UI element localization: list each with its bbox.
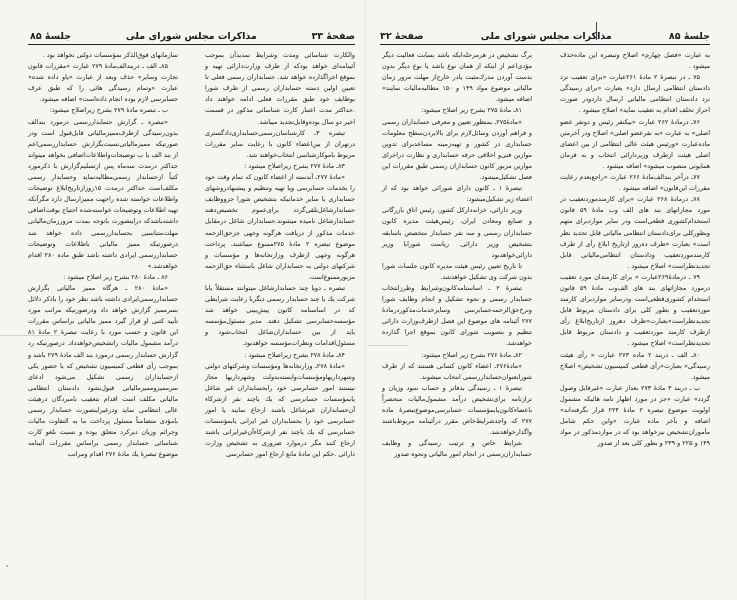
paragraph: تبصرهٔ ۱ ـ کانون دارای شورائی خواهد بود که از اعضاء زیر تشکیل‌میشود: [382,184,532,204]
paragraph: تبصره ۳ـ کارشناسان‌رسمی‌حسابداری‌دادگستری درتهران از بین‌اعضاء کانون با رعایت سایر مقررات مربوط باموکارشناسی انتخاب‌خواهند شد. [205,128,355,159]
paragraph: ۸۲ـ مادهٔ ۲۷۶ بشرح زیر اصلاح میشود: [421,350,522,359]
text-column-left [28,50,178,460]
page-33 [0,0,368,600]
scan-artifact [596,22,597,40]
scan-artifact [368,345,408,346]
publication-title: مذاکرات مجلس شورای ملی [480,31,612,42]
paragraph: به عبارت «فصل چهارم» اصلاح وتبصره این ماده‌حذف میشود . [560,51,710,71]
paragraph: برگ تشخیص در هرمرحله‌ایکه باشد بسابت فعالیت دیگر مؤدی‌اعم از اینکه از همان نوع باشد یا نوع دیگر بدون بدست آوردن مدرك‌مثبت یادر خارج‌از مهلت مرور زمان مالیاتی موضوع مواد ۱۴۹ و ۱۵۰ مطالبه‌مالیات نمایند» اضافه میشود. [382,51,532,104]
paragraph: «مادهٔ ۲۸۰ ـ هرگاه ممیز مالیاتی بگزارش حسابداررسمی‌ایرادی داشته باشد نظر خود را باذکر دلائل بسرممیز گزارش خواهد داد ودرصورتیکه مراتب مورد تأیید کتبی او قرار گیرد ممیز مالیاتی براساس مقررات این قانون و حسب مورد با رعایت تبصرهٔ ۲ مادهٔ ۸۱ درآمد مشمول مالیات راتشخیص‌خواهدداد. درصورتیکه رد گزارش حسابدار رسمی درمورد بند الف مادهٔ ۲۷۹ باشد و بموجب رأی قطعی کمیسیون تشخیص که با حضور یکی ازحسابداران رسمی تشکیل می‌شود ادعای سرممیزوممیزمالیاتی قبول‌نشود دادستان انتظامی مالیاتی مکلف است اقدام بتعقیب نامبردگان درهیئت عالی انتظامی نماید ودرغیراینصورت حسابدار رسمی بامؤدی متضامناً مسئول پرداخت ما به التفاوت مالیات وجرائم وزیان دیرکرد متعلق بوده و نسبت بلغو کارت شناسائی حسابدار رسمی براساس مقررات آئینامه موضوع تبصرهٔ یك مادهٔ ۲۷۶ اقدام ومراتب [28,283,178,459]
paragraph: «مادهٔ ۲۷۷ـ آندسته از اعضاء کانون که تمام وقت خود را بخدمات حسابرسی ویا تهیه وتنظیم و پیشنهادروشهای حسابداری یا سایر خدماتیکه بتشخیص شورا جزووظایف حسابدارشاغل‌تلقی‌گردد برای‌عموم تخصیص‌دهند حسابدارشاغل نامیده میشوند.حسابداران شاغل درمقابل خدمات مذکور از دریافت هرگونه وجهی جزحق‌الزحمه موضوع تبصره ۲ مادهٔ ۲۷۵ممنوع میباشند. پرداخت هرگونه وجهی ازطرف وزارتخانه‌ها و مؤسسات و شرکتهای دولتی به حسابداران شاغل باستثناء حق‌الزحمه مزبورممنوع‌است. [205,173,355,281]
paragraph: تبصرهٔ ۱ ـ رسیدگی بدفاتر و حساب سود وزیان و ترازنامه برای‌تشخیص درآمد مشمول‌مالیات منحصراً باعضاء‌کانون‌یابمؤسسات حسابرسی‌موضوع‌تبصرهٔ ماده ۲۷۷ که واجدشرایط‌خاص مقرر درآئینامه مربوط‌باشند واگذارخواهدشد. [382,383,532,437]
paragraph: تبصره ـ دویا چند حسابدارشاغل میتوانند مستقلاً یابا شرکت یك یا چند حسابدار رسمی دیگربا رعایت شرایطی که در اساسنامه کانون پیش‌بینی خواهد شد مؤسسه‌حسابرسی تشکیل دهند. مدیر مسئول‌مؤسسه باید از بین حسابداران‌شاغل انتخاب‌شود و مسئول‌اقدامات ونظرات‌مؤسسه خواهدبود. [205,283,355,348]
paragraph: تا تاریخ تعیین رئیس هیئت مدیره کانون جلسات شورا بدون شرکت وی تشکیل خواهدشد. [382,261,532,281]
paragraph: شرایط خاص و ترتیب رسیدگی و وظایف حسابداران‌رسمی در انجام امور مالیاتی ونحوه صدور [382,439,532,459]
page-number: صفحهٔ ۳۳ [311,31,355,42]
text-column-left [382,50,532,460]
header-rule [28,44,355,45]
paragraph: ۸۰ـ الف ـ دربند ۲ ماده ۲۷۳ عبارت « رأی هیئت رسیدگی» بعبارت«رأی قطعی کمیسیون تشخیص» اصلاح میشود. [560,350,710,381]
page-header [380,28,710,42]
scan-artifact [0,335,60,336]
paragraph: «تبصره ـ گزارش حسابداررسمی درمورد بندالف بدون‌رسیدگی ازطرف‌ممیزمالیاتی قابل‌قبول است ودر صورتیکه ممیزمالیاتی‌نسبت‌بگزارش حسابداررسمی‌اعم از بند الف یا ب توضیحات‌واطلاعات‌اضافی بخواهد میتواند حداکثر درمدت سه‌ماه پس ازتسلیم‌گزارش با ذکرمورد کتباً ازحسابدار رسمی‌مطالبه‌نماید وحسابدار رسمی مکلف‌است حداکثر درمدت ۱۵روزازتاریخ‌ابلاغ توضیحات واطلاعات خواسته شده راجهت ممیزارسال دارد مگرآنکه تهیه اطلاعات وتوضیحات خواسته‌شده احتیاج بوقت‌اضافی داشته‌باشدکه دراینصورت باتوجه بمدت مرورزمان‌مالیاتی مهلت‌متناسبی بحسابداررسمی داده خواهد شد درصورتیکه ممیز مالیاتی باطلاعات وتوضیحات حسابداررسمی ایرادی داشته باشد طبق ماده ۲۸۰ اقدام خواهدشد.» [28,117,179,270]
text-column-right [205,50,355,460]
paragraph: ۸۵ـ الف ـ دربندالف‌مادهٔ ۲۷۹ عبارت «مقررات قانون تجارت وسایر» حذف وبعد از عبارت «یاو داده شده» عبارت «وتمام رسیدگی هائی را که طبق عرف حسابرسی لازم بوده انجام داده‌است» اضافه میشود. [28,62,178,104]
paragraph: ۷۸ـ درمادهٔ ۲۶۸ عبارت «برای کارمندموردتعقیب در مورد مجازاتهای بند های الف وب مادهٔ ۵۹ قانون استخدام‌کشوری قطعی‌است ودر سایر مواردبرای متهم وبطورکلی برای‌دادستان انتظامی مالیاتی قابل تجدید نظر است» بعبارت «ظرف ده‌روز ازتاریخ ابلاغ رأی از طرف کارمندموردتعقیب ودادستان انتظامی‌مالیاتی قابل تجدیدنظراست» اصلاح میشود . [560,195,710,270]
page-number: صفحهٔ ۳۲ [380,31,424,42]
session-number: جلسهٔ ۸۵ [30,31,72,42]
paragraph: تبصرهٔ ۲ ـ اساسنامه‌کانون‌وشرایط وطرزانتخاب حسابدار رسمی و نحوه تشکیل و انجام وظایف شورا ونرخ‌حق‌الزحمه‌حسابرسی وسایرخدمات‌مذکوردرمادهٔ ۲۷۷ آئینامه های موضوع این فصل ازطرف‌وزارت دارائی تنظیم و بتصویب شورای کانون بموقع اجرا گذارده خواهدشد. [382,283,532,348]
paragraph: والکارت شناسائی ومدت وشرایط تمدیدآن بموجب آئینامه‌ای خواهد بودکه از طرف وزارت‌دارائی تهیه و بموقع اجراگذارده خواهد شد. حسابداران رسمی فعلی تا تعیین اولین دسته حسابداران رسمی از طرف شورا بوظایف خود طبق مقررات فعلی ادامه خواهند داد .حداکثر مدت اعتبار کارت شناسائی مذکور در قسمت اخیر دو سال بوده‌وقابل‌تجدید میباشد. [205,51,355,126]
paragraph: ۸۶ ـ مادهٔ ۲۸۰ بشرح زیر اصلاح میشود : [63,272,168,281]
page-32 [368,0,737,600]
paragraph: ۸۳ـ مادهٔ ۲۷۷ بشرح زیراصلاح میشود : [244,161,345,170]
paragraph: ۸۱ـ مادهٔ ۲۷۵ بشرح زیر اصلاح میشود: [421,106,522,115]
publication-title: مذاکرات مجلس شورای ملی [125,31,257,42]
paragraph: ب ـ تبصره مادهٔ ۲۷۹ بشرح زیراصلاح میشود: [49,106,168,115]
page-header [30,28,355,42]
text-column-right [560,50,710,449]
paragraph: ۸۴ـ مادهٔ ۲۷۸ بشرح زیراصلاح میشود : [244,350,345,359]
header-rule [380,44,710,45]
paragraph: «مادهٔ ۲۷۸ـ وزارتخانه‌ها ومؤسسات وشرکتهای دولتی وشهرداریهاومؤسسات‌وابسته‌بدولت وشهرداریها مجاز نیستند امور حسابرسی خود رابحسابداران غیر شاغل یابمؤسسات حسابرسی که یك یاچند نفر ازشرکاء آن‌حسابداران غیرشاغل باشند ارجاع نمایند یا امور حسابرسی خود را بحسابداران غیر ایرانی یابمؤسسات حسابرسی که یك یاچند نفر ازشرکاءآن‌غیرایرانی باشند ارجاع کنند مگر درموارد ضروری به تشخیص وزارت دارائی .حکم این مادهٔ مانع ارجاع امور حسابرسی [205,361,355,459]
paragraph: ب ـ دربند ۳ مادهٔ ۲۷۳ بعداز عبارت «غیرقابل وصول گردد» عبارت «جز در مورد اظهار نامه هائیکه مشمول اولویت موضوع تبصره ۲ مادهٔ ۲۲۴ قرار نگرفته‌اند» اضافه و بآخر ماده عبارت «واین حکم شامل مأموران‌تشخیص نیزخواهد بود که در مواردمذکور در مواد ۱۴۹ و ۲۲۵ و ۲۳۹ و بطور کلی بعد از صدور [560,383,710,448]
paragraph: «مادهٔ۲۷۶ـ اعضاء کانون کسانی هستند که از طرف شورابعنوان‌حسابداررسمی انتخاب میشوند. [382,361,532,381]
paragraph: ۷۵ ـ در تبصرهٔ ۲ مادهٔ ۲۶۱عبارت «برای تعقیب نزد دادستان انتظامی ارسال دارد» بعبارت «برای رسیدگی نزد دادستان انتظامی مالیاتی ارسال داردودر صورت احراز تخلف اقدام به تعقیب نماید» اصلاح میشود . [560,73,710,115]
paragraph: ۷۶ـ درمادهٔ ۲۶۲ عبارت «بیکنفر رئیس و دونفر عضو اصلی» به عبارت «به نفرعضو اصلی» اصلاح ودر آخرمتن ماده‌عبارت «ورئیس هیئت عالی انتظامی از بین اعضای اصلی هیئت ازطرف وزیردارائی انتخاب و به فرمان همایونی منصوب میشود» اضافه میشود . [560,117,710,170]
paragraph: ۷۹ ـ درمادهٔ۲۶۹عبارت « برای کارمندان مورد تعقیب درمورد مجازاتهای بند های الف‌وب مادهٔ ۵۹ قانون استخدام کشوری‌قطعی‌است ودرسایر مواردبرای کارمند موردتعقیب و بطور کلی برای دادستان مربوط قابل تجدیدنظراست»بعبارت«ظرف دهروز ازتاریخ‌ابلاغ رأی ازطرف کارمند موردتعقیب و دادستان مربوط قابل تجدیدنظراست» اصلاح میشود . [560,272,710,348]
paragraph: ۷۷ـ درآخر بندالف‌مادهٔ ۲۶۶ عبارت «راجع‌بعدم رعایت مقررات این‌قانون» اضافه میشود . [560,173,710,193]
scan-speck [6,565,8,567]
paragraph: وزیر دارائی، خزانه‌دارکل کشور، رئیس اتاق بازرگانی و صنایع ومعادن ایران، رئیس‌هیئت مدیره کانون حسابداران رسمی و سه نفر حسابدار متخصص باسابقه بتشخیص وزیر دارائی. ریاست شورابا وزیر دارائی‌خواهدبود [382,206,532,259]
paragraph: سازمانهای فوق‌الذکر بمؤسسات دولتی نخواهد بود . [42,51,178,59]
paragraph: «مادهٔ۲۷۵ـ بمنظور تعیین و معرفی حسابداران رسمی و فراهم آوردن وسائل‌لازم برای بالابردن‌سطح معلومات حسابداری در کشور و تهیه‌زمینه مساعدبرای تدوین موازین فنی‌و اخلاقی حرفه حسابداری و نظارت دراجرای موازین مزبور کانون حسابداران رسمی طبق مقررات این فصل تشکیل‌میشود. [382,117,532,182]
session-number: جلسهٔ ۸۵ [668,31,710,42]
